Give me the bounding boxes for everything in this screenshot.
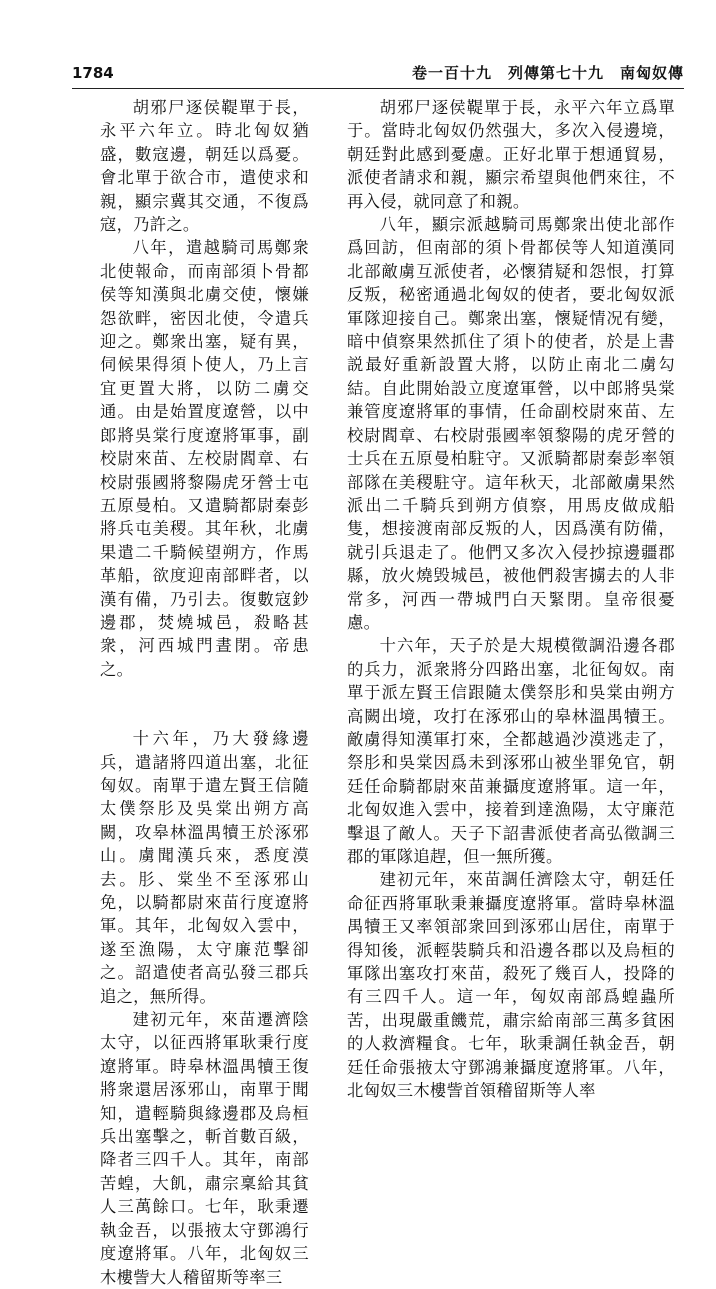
header-rule [72,88,684,89]
classical-paragraph: 八年，遣越騎司馬鄭衆北使報命，而南部須卜骨都侯等知漢與北虜交使，懷嫌怨欲畔，密因北使，令遣兵迎之。鄭衆出塞，疑有異，伺候果得須卜使人，乃上言宜更置大將，以防二虜交通。由是始置度遼營，以中郎將吳棠行度遼將軍事，副校尉來苗、左校尉閻章、右校尉張國將黎陽虎牙營士屯五原曼柏。又遣騎都尉秦彭將兵屯美稷。其年秋，北虜果遣二千騎候望朔方，作馬革船，欲度迎南部畔者，以漢有備，乃引去。復數寇鈔邊郡，焚燒城邑，殺略甚衆，河西城門晝閉。帝患之。 [100,238,309,679]
page-number: 1784 [72,64,114,82]
translation-paragraph: 八年，顯宗派越騎司馬鄭衆出使北部作爲回訪，但南部的須卜骨都侯等人知道漢同北部敵虜互派使者，必懷猜疑和怨恨，打算反叛，秘密通過北匈奴的使者，要北匈奴派軍隊迎接自己。鄭衆出塞，懷疑情况有變，暗中偵察果然抓住了須卜的使者，於是上書説最好重新設置大將，以防止南北二虜勾結。自此開始設立度遼軍營，以中郎將吳棠兼管度遼將軍的事情，任命副校尉來苗、左校尉閻章、右校尉張國率領黎陽的虎牙營的士兵在五原曼柏駐守。又派騎都尉秦彭率領部隊在美稷駐守。這年秋天，北部敵虜果然派出二千騎兵到朔方偵察，用馬皮做成船隻，想接渡南部反叛的人，因爲漢有防備，就引兵退走了。他們又多次入侵抄掠邊疆郡縣，放火燒毁城邑，被他們殺害擄去的人非常多，河西一帶城門白天緊閉。皇帝很憂慮。 [347,215,675,632]
classical-text-column [100,96,309,1289]
translation-paragraph: 胡邪尸逐侯鞮單于長，永平六年立爲單于。當時北匈奴仍然强大，多次入侵邊境，朝廷對此感到憂慮。正好北單于想通貿易，派使者請求和親，顯宗希望與他們來往，不再入侵，就同意了和親。 [347,98,675,211]
page-header [72,62,684,88]
translation-paragraph: 建初元年，來苗調任濟陰太守，朝廷任命征西將軍耿秉兼攝度遼將軍。當時皋林溫禺犢王又率領部衆回到涿邪山居住，南單于得知後，派輕裝騎兵和沿邊各郡以及烏桓的軍隊出塞攻打來苗，殺死了幾百人，投降的有三四千人。這一年，匈奴南部爲蝗蟲所苦，出現嚴重饑荒，肅宗給南部三萬多貧困的人救濟糧食。七年，耿秉調任執金吾，朝廷任命張掖太守鄧鴻兼攝度遼將軍。八年，北匈奴三木樓訾首領稽留斯等人率 [347,870,675,1101]
translation-paragraph: 十六年，天子於是大規模徵調沿邊各郡的兵力，派衆將分四路出塞，北征匈奴。南單于派左賢王信跟隨太僕祭肜和吳棠由朔方高闕出境，攻打在涿邪山的皋林溫禺犢王。敵虜得知漢軍打來，全都越過沙漠逃走了，祭肜和吳棠因爲未到涿邪山被坐罪免官，朝廷任命騎都尉來苗兼攝度遼將軍。這一年，北匈奴進入雲中，接着到達漁陽，太守廉范擊退了敵人。天子下詔書派使者高弘徵調三郡的軍隊追趕，但一無所獲。 [347,636,675,866]
classical-paragraph: 建初元年，來苗遷濟陰太守，以征西將軍耿秉行度遼將軍。時皋林溫禺犢王復將衆還居涿邪山，南單于聞知，遣輕騎與緣邊郡及烏桓兵出塞擊之，斬首數百級，降者三四千人。其年，南部苦蝗，大飢，肅宗稟給其貧人三萬餘口。七年，耿秉遷執金吾，以張掖太守鄧鴻行度遼將軍。八年，北匈奴三木樓訾大人稽留斯等率三 [100,1010,309,1287]
translation-column [347,96,675,1102]
classical-paragraph: 胡邪尸逐侯鞮單于長，永平六年立。時北匈奴猶盛，數寇邊，朝廷以爲憂。會北單于欲合市，遣使求和親，顯宗冀其交通，不復爲寇，乃許之。 [100,98,309,235]
running-head: 卷一百十九 列傳第七十九 南匈奴傳 [411,64,684,82]
classical-paragraph: 十六年，乃大發緣邊兵，遣諸將四道出塞，北征匈奴。南單于遣左賢王信隨太僕祭肜及吳棠出朔方高闕，攻皋林溫禺犢王於涿邪山。虜聞漢兵來，悉度漠去。肜、棠坐不至涿邪山免，以騎都尉來苗行度遼將軍。其年，北匈奴入雲中，遂至漁陽，太守廉范擊卻之。詔遣使者高弘發三郡兵追之，無所得。 [100,729,309,1006]
